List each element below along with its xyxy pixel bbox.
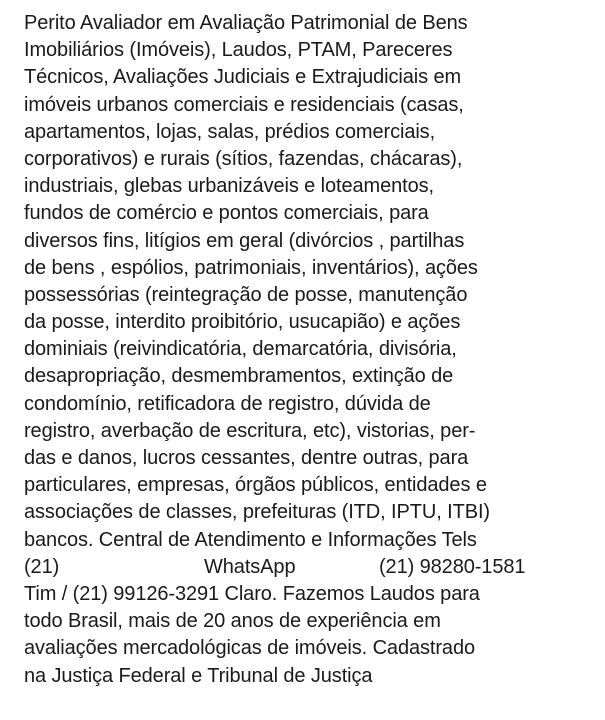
text-line: Tim / (21) 99126-3291 Claro. Fazemos Laudos para (24, 582, 480, 605)
text-line: das e danos, lucros cessantes, dentre outras, para (24, 447, 469, 469)
text-line: associações de classes, prefeituras (ITD, IPTU, ITBI) (24, 501, 490, 524)
whatsapp-label: WhatsApp (204, 555, 296, 578)
text-line: bancos. Central de Atendimento e Informações Tels (24, 528, 477, 551)
phone-number: (21) 98280-1581 (379, 555, 526, 578)
text-line: Perito Avaliador em Avaliação Patrimonial de Bens (24, 12, 468, 34)
text-line: todo Brasil, mais de 20 anos de experiência em (24, 610, 441, 633)
text-line: possessórias (reintegração de posse, manutenção (24, 283, 468, 306)
text-line: registro, averbação de escritura, etc), vistorias, per- (24, 419, 476, 442)
area-code: (21) (24, 555, 60, 578)
text-line: na Justiça Federal e Tribunal de Justiça (24, 664, 373, 687)
text-line: corporativos) e rurais (sítios, fazendas, chácaras), (24, 147, 463, 170)
document-body (24, 10, 594, 690)
text-line: industriais, glebas urbanizáveis e loteamentos, (24, 175, 434, 198)
text-line: fundos de comércio e pontos comerciais, para (24, 202, 429, 225)
text-line: Técnicos, Avaliações Judiciais e Extrajudiciais em (24, 66, 462, 89)
text-line: Imobiliários (Imóveis), Laudos, PTAM, Pareceres (24, 39, 453, 62)
contact-line (24, 554, 594, 581)
text-line: apartamentos, lojas, salas, prédios comerciais, (24, 120, 436, 143)
text-line: avaliações mercadológicas de imóveis. Cadastrado (24, 637, 475, 660)
text-line: particulares, empresas, órgãos públicos, entidades e (24, 474, 487, 497)
text-line: da posse, interdito proibitório, usucapião) e ações (24, 311, 461, 334)
text-line: condomínio, retificadora de registro, dúvida de (24, 392, 431, 415)
text-line: desapropriação, desmembramentos, extinção de (24, 365, 454, 388)
text-line: de bens , espólios, patrimoniais, inventários), ações (24, 256, 478, 279)
text-line: diversos fins, litígios em geral (divórcios , partilhas (24, 229, 465, 252)
text-line: dominiais (reivindicatória, demarcatória, divisória, (24, 338, 457, 361)
text-line: imóveis urbanos comerciais e residenciais (casas, (24, 93, 464, 116)
